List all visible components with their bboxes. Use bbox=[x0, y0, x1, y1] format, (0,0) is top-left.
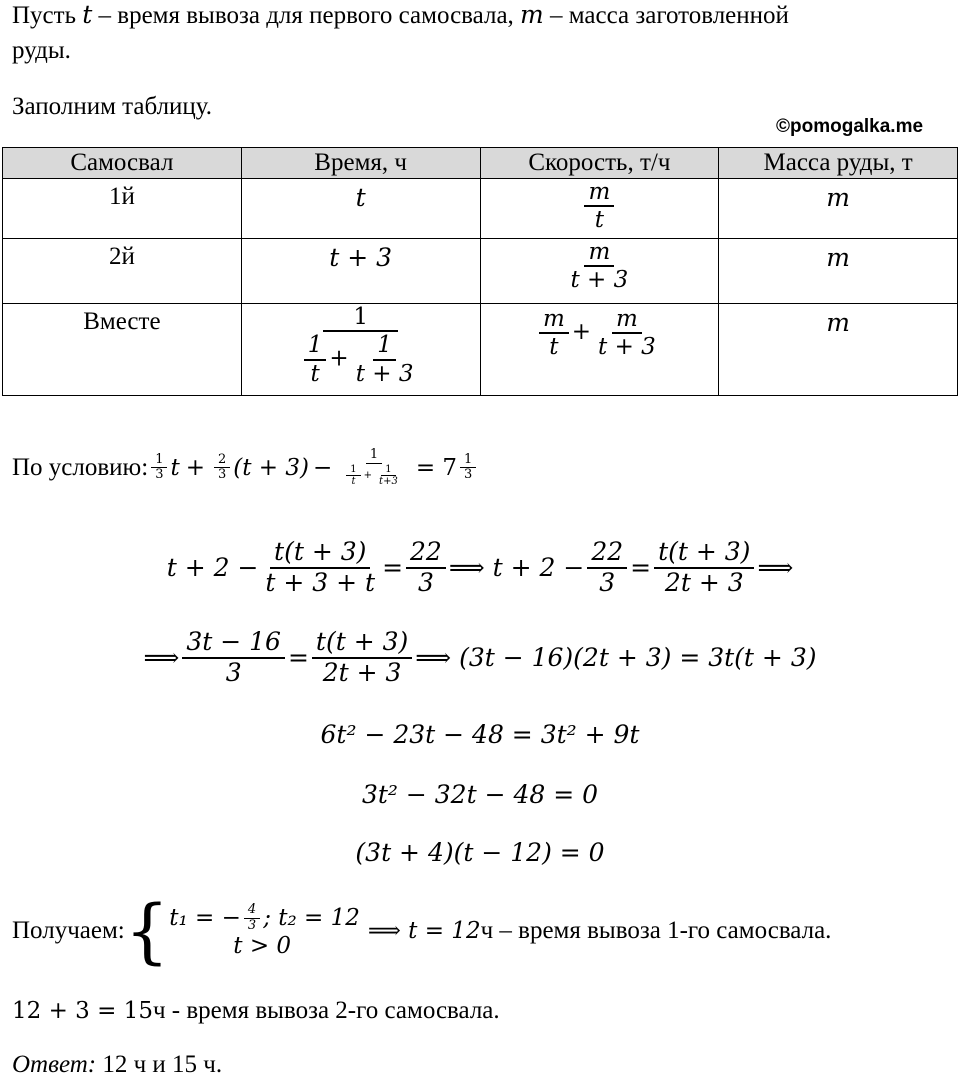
fraction: $\frac{3t - 16}{3}$ bbox=[182, 628, 285, 688]
fraction: $\frac{m}{t}$ bbox=[584, 179, 614, 234]
table-cell bbox=[480, 239, 719, 304]
result-line: Получаем: { t₁ = − $\frac{4}{3}$ ; t₂ = 12 t > 0 ⟹ t = 12 ч – время вывоза 1-го самосвала. bbox=[12, 890, 832, 972]
fraction: $\frac{t(t + 3)}{2t + 3}$ bbox=[312, 628, 412, 688]
table-cell: m bbox=[719, 179, 958, 239]
intro-text: Пусть bbox=[12, 2, 83, 29]
table-header: Скорость, т/ч bbox=[480, 148, 719, 179]
table-header-row bbox=[3, 148, 958, 179]
table-header: Масса руды, т bbox=[719, 148, 958, 179]
table-cell: m bbox=[719, 239, 958, 304]
intro-line-2: руды. bbox=[12, 37, 71, 64]
intro-text: – масса заготовленной bbox=[543, 2, 789, 29]
table-cell: m bbox=[719, 304, 958, 396]
table-cell: 1й bbox=[3, 179, 242, 239]
answer-text: 12 ч и 15 ч. bbox=[96, 1051, 223, 1078]
condition-label: По условию: bbox=[12, 453, 149, 481]
table-header: Самосвал bbox=[3, 148, 242, 179]
fraction: $\frac{1}{t}$ bbox=[304, 332, 327, 387]
watermark: ©pomogalka.me bbox=[776, 116, 924, 137]
equation-system: t₁ = − $\frac{4}{3}$ ; t₂ = 12 t > 0 bbox=[169, 901, 360, 960]
table-cell: t bbox=[241, 179, 480, 239]
fraction: $\frac{1}{t + 3}$ bbox=[355, 332, 414, 387]
second-truck-line: 12 + 3 = 15 ч - время вывоза 2-го самосвала. bbox=[12, 997, 500, 1024]
fill-table-text: Заполним таблицу. bbox=[12, 93, 213, 120]
intro-text: – время вывоза для первого самосвала, bbox=[92, 2, 521, 29]
table-cell: t + 3 bbox=[241, 239, 480, 304]
result-label: Получаем: bbox=[12, 917, 125, 944]
intro-line-1 bbox=[12, 0, 789, 33]
table-header: Время, ч bbox=[241, 148, 480, 179]
condition-line: По условию: $\frac{1}{3}$ t + $\frac{2}{3}$ (t + 3) − 1 $\frac{1}{t}$ + $\frac{1}{t+3}$ = 7 $\frac{1}{3}$ bbox=[12, 448, 479, 488]
system-brace: { bbox=[124, 890, 170, 972]
fraction: $\frac{m}{t + 3}$ bbox=[598, 306, 656, 361]
fraction: $\frac{4}{3}$ bbox=[244, 903, 260, 934]
fraction: $\frac{22}{3}$ bbox=[587, 538, 627, 598]
equation-step-5: (3t + 4)(t − 12) = 0 bbox=[355, 837, 605, 867]
table-row bbox=[3, 239, 958, 304]
table-cell bbox=[480, 179, 719, 239]
table-cell bbox=[241, 304, 480, 396]
complex-fraction: 1 $\frac{1}{t}$ + $\frac{1}{t + 3}$ bbox=[297, 304, 425, 387]
equation-step-3: 6t² − 23t − 48 = 3t² + 9t bbox=[320, 719, 640, 749]
equation-step-1: t + 2 − $\frac{t(t + 3)}{t + 3 + t}$ = $\frac{22}{3}$ ⟹ t + 2 − $\frac{22}{3}$ = $\frac{t(t + 3)}{2t + 3}$ ⟹ bbox=[166, 537, 794, 597]
complex-fraction: 1 $\frac{1}{t}$ + $\frac{1}{t+3}$ bbox=[339, 448, 409, 488]
answer-label: Ответ: bbox=[12, 1051, 97, 1078]
table-cell: Вместе bbox=[3, 304, 242, 396]
table-cell: 2й bbox=[3, 239, 242, 304]
fraction: $\frac{t(t + 3)}{2t + 3}$ bbox=[654, 538, 754, 598]
fraction: $\frac{1}{3}$ bbox=[151, 453, 167, 484]
equation-step-2: ⟹ $\frac{3t - 16}{3}$ = $\frac{t(t + 3)}{2t + 3}$ ⟹ (3t − 16)(2t + 3) = 3t(t + 3) bbox=[143, 627, 817, 687]
fraction: $\frac{1}{3}$ bbox=[460, 453, 476, 484]
fraction: $\frac{t(t + 3)}{t + 3 + t}$ bbox=[265, 537, 376, 597]
variable-t: t bbox=[82, 0, 93, 29]
equation-step-4: 3t² − 32t − 48 = 0 bbox=[361, 779, 599, 809]
data-table bbox=[2, 147, 958, 396]
fraction: $\frac{m}{t}$ bbox=[539, 306, 569, 361]
fraction: $\frac{22}{3}$ bbox=[406, 538, 446, 598]
table-row bbox=[3, 304, 958, 396]
table-row bbox=[3, 179, 958, 239]
fraction: $\frac{2}{3}$ bbox=[214, 453, 230, 484]
table-cell: $\frac{m}{t}$ + $\frac{m}{t + 3}$ bbox=[480, 304, 719, 396]
fraction: $\frac{m}{t + 3}$ bbox=[570, 239, 629, 294]
variable-m: m bbox=[520, 0, 544, 29]
